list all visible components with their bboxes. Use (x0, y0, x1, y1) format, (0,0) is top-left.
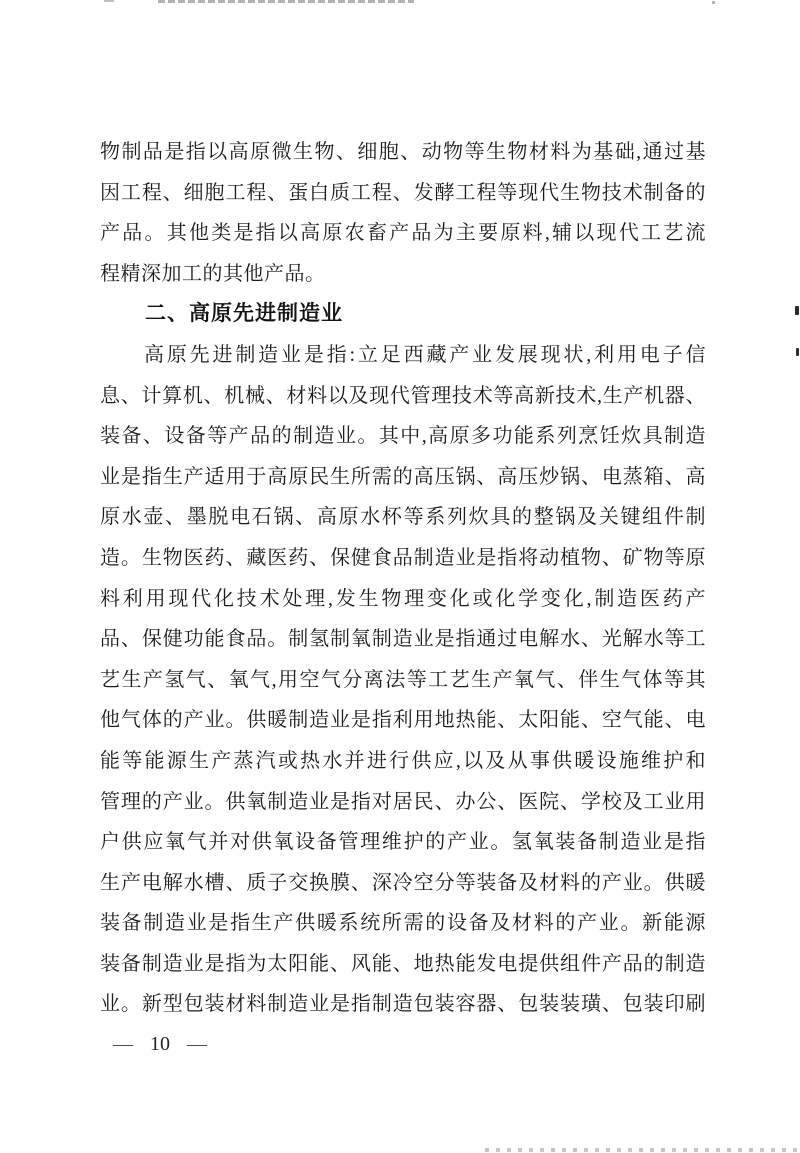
text-line: 他气体的产业。供暖制造业是指利用地热能、太阳能、空气能、电 (100, 709, 706, 732)
text-line: 高原先进制造业是指:立足西藏产业发展现状,利用电子信 (144, 343, 706, 366)
paragraph-1 (100, 132, 706, 294)
text-line: 程精深加工的其他产品。 (100, 262, 326, 285)
text-line: 装备制造业是指生产供暖系统所需的设备及材料的产业。新能源 (100, 912, 706, 935)
text-block (100, 132, 706, 1025)
text-line: 造。生物医药、藏医药、保健食品制造业是指将动植物、矿物等原 (100, 546, 706, 569)
text-line: 管理的产业。供氧制造业是指对居民、办公、医院、学校及工业用 (100, 790, 706, 813)
scan-artifact-right-speck-1 (795, 306, 799, 315)
text-line: 生产电解水槽、质子交换膜、深冷空分等装备及材料的产业。供暖 (100, 871, 706, 894)
paragraph-2 (100, 335, 706, 1025)
text-line: 产品。其他类是指以高原农畜产品为主要原料,辅以现代工艺流 (100, 222, 706, 245)
text-line: 装备、设备等产品的制造业。其中,高原多功能系列烹饪炊具制造 (100, 425, 706, 448)
scan-artifact-right-speck-2 (796, 348, 799, 356)
text-line: 原水壶、墨脱电石锅、高原水杯等系列炊具的整锅及关键组件制 (100, 506, 706, 529)
text-line: 户供应氧气并对供氧设备管理维护的产业。氢氧装备制造业是指 (100, 831, 706, 854)
section-heading: 二、高原先进制造业 (145, 302, 343, 326)
scan-artifact-bottom-band (485, 1148, 798, 1152)
footer-dash-right: — (187, 1032, 207, 1055)
page-footer (113, 1032, 207, 1056)
text-line: 因工程、细胞工程、蛋白质工程、发酵工程等现代生物技术制备的 (100, 181, 706, 204)
text-line: 品、保健功能食品。制氢制氧制造业是指通过电解水、光解水等工 (100, 628, 706, 651)
text-line: 能等能源生产蒸汽或热水并进行供应,以及从事供暖设施维护和 (100, 749, 706, 772)
page-number: 10 (150, 1032, 170, 1055)
scan-artifact-top-dot (712, 1, 715, 4)
text-line: 物制品是指以高原微生物、细胞、动物等生物材料为基础,通过基 (100, 141, 706, 163)
text-line: 艺生产氢气、氧气,用空气分离法等工艺生产氧气、伴生气体等其 (100, 668, 706, 691)
text-line: 料利用现代化技术处理,发生物理变化或化学变化,制造医药产 (100, 587, 706, 610)
scan-artifact-top-band (158, 0, 414, 3)
text-line: 业是指生产适用于高原民生所需的高压锅、高压炒锅、电蒸箱、高 (100, 465, 706, 488)
footer-dash-left: — (113, 1032, 133, 1055)
text-line: 业。新型包装材料制造业是指制造包装容器、包装装璜、包装印刷 (100, 993, 706, 1016)
text-line: 息、计算机、机械、材料以及现代管理技术等高新技术,生产机器、 (100, 384, 706, 407)
scan-artifact-top-left (104, 0, 114, 2)
text-line: 装备制造业是指为太阳能、风能、地热能发电提供组件产品的制造 (100, 952, 706, 975)
